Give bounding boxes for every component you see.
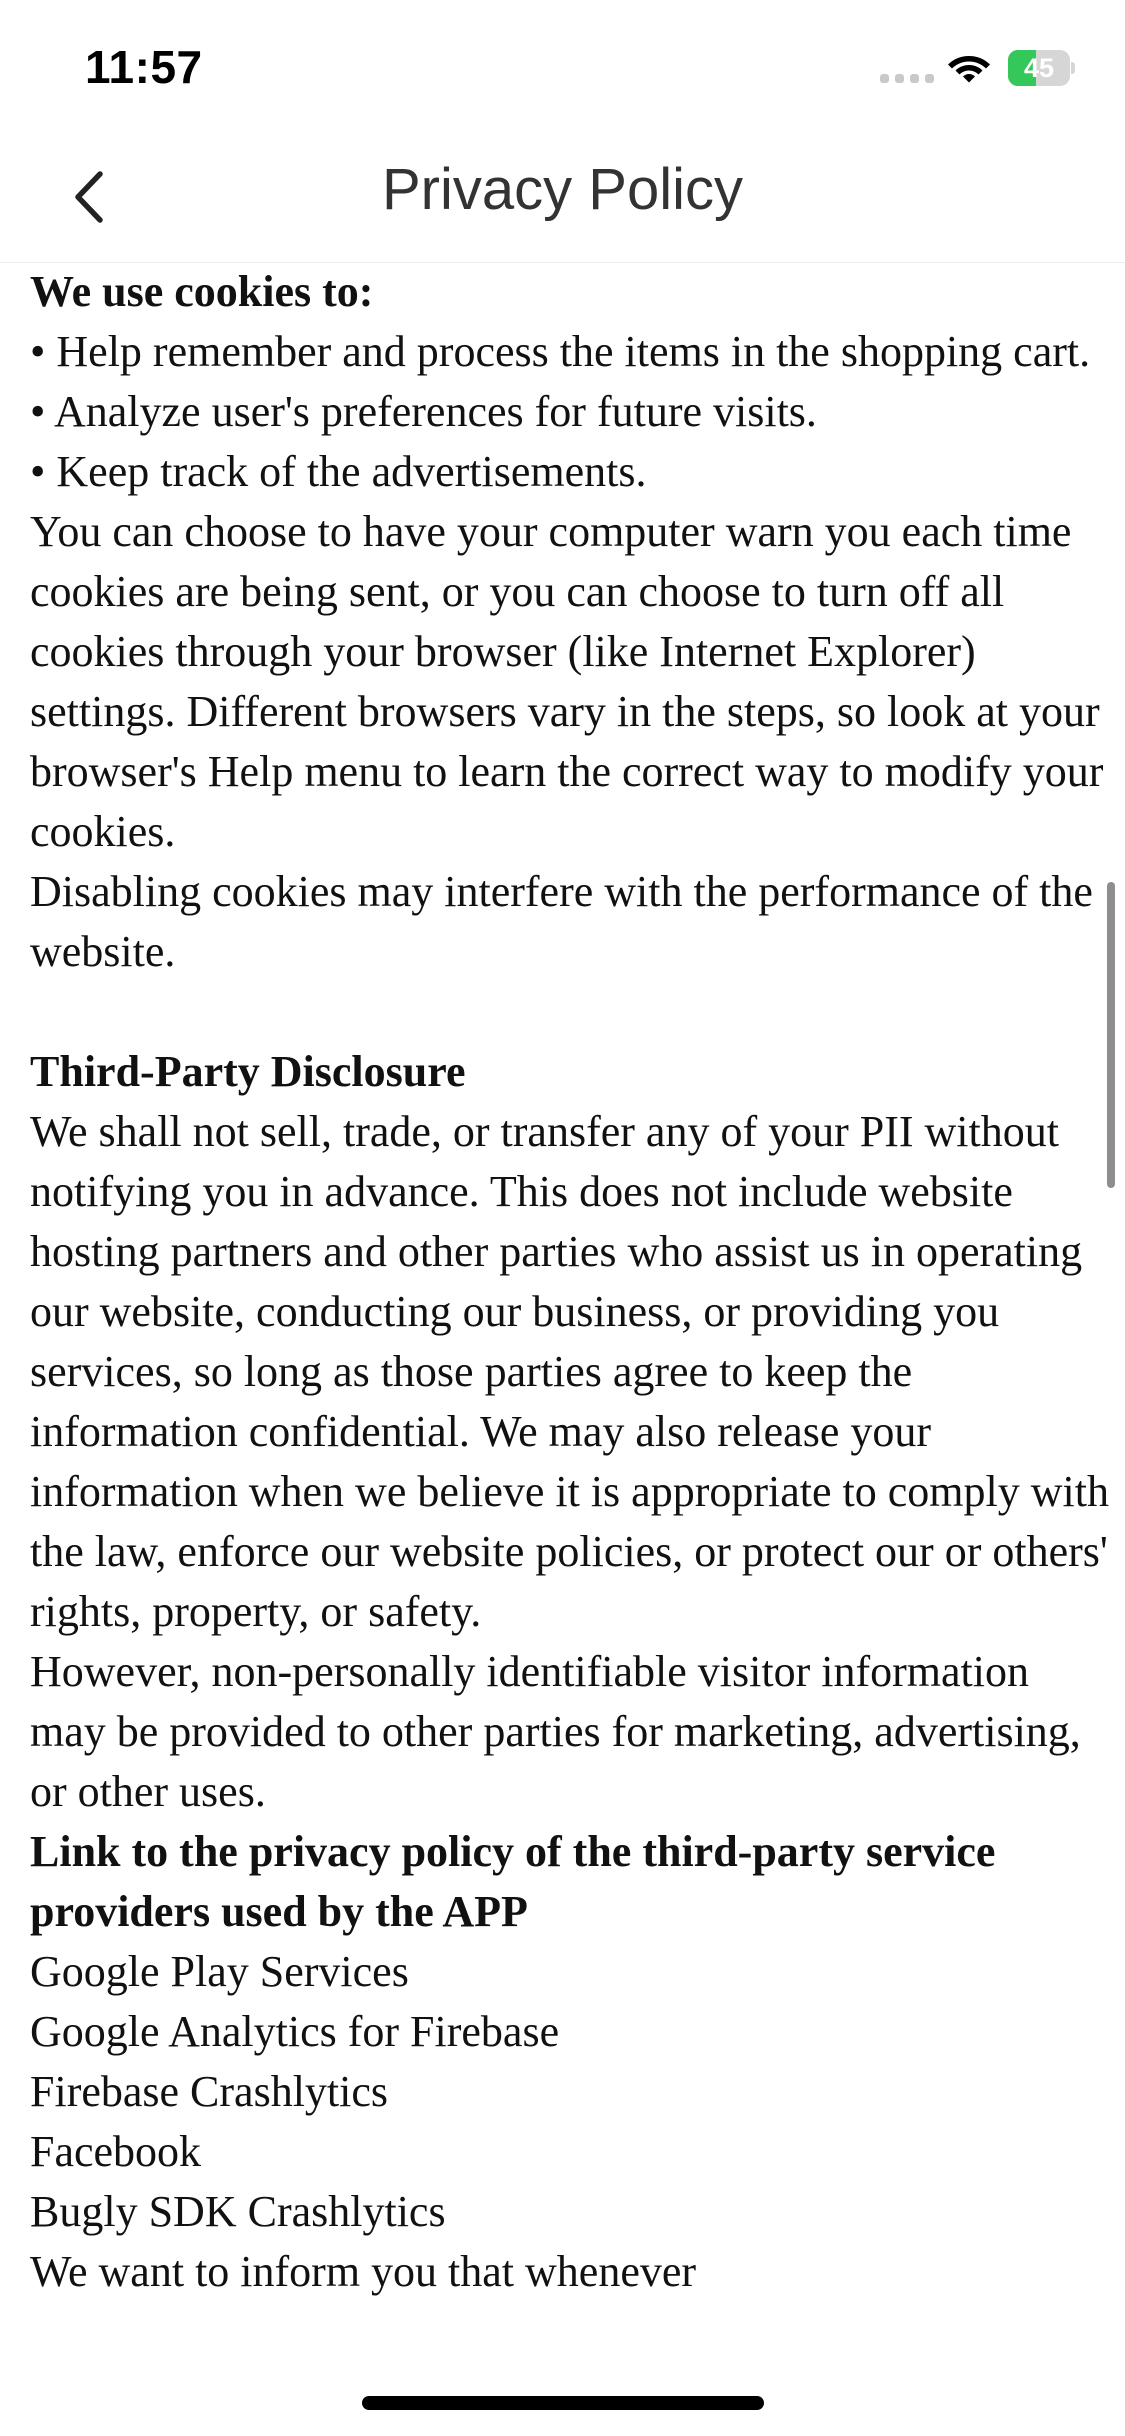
- cookies-bullet: • Help remember and process the items in the shopping cart.: [30, 327, 1091, 376]
- non-pii-paragraph: However, non-personally identifiable visitor information may be provided to other parties for marketing, advertising, or other uses.: [30, 1647, 1081, 1816]
- cookies-disable-paragraph: Disabling cookies may interfere with the performance of the website.: [30, 867, 1093, 976]
- links-heading: Link to the privacy policy of the third-party service providers used by the APP: [30, 1827, 996, 1936]
- cookies-choice-paragraph: You can choose to have your computer warn you each time cookies are being sent, or you can choose to turn off all cookies through your browser (like Internet Explorer) settings. Different browsers vary in the steps, so look at your browser's Help menu to learn the correct way to modify your cookies.: [30, 507, 1104, 856]
- truncated-paragraph: We want to inform you that whenever: [30, 2247, 697, 2296]
- spacer: [30, 982, 1110, 1042]
- cookies-bullet: • Keep track of the advertisements.: [30, 447, 647, 496]
- status-bar: [0, 0, 1125, 132]
- wifi-icon: [947, 50, 991, 84]
- navigation-bar: [0, 132, 1125, 263]
- third-party-paragraph: We shall not sell, trade, or transfer any of your PII without notifying you in advance. This does not include website hosting partners and other parties who assist us in operating our website, conducting our business, or providing you services, so long as those parties agree to keep the information confidential. We may also release your information when we believe it is appropriate to comply with the law, enforce our website policies, or protect our or others' rights, property, or safety.: [30, 1107, 1109, 1636]
- provider-google-play-services[interactable]: Google Play Services: [30, 1947, 409, 1996]
- status-time: 11:57: [85, 41, 203, 93]
- scrollbar[interactable]: [1107, 882, 1115, 1188]
- provider-bugly-sdk-crashlytics[interactable]: Bugly SDK Crashlytics: [30, 2187, 446, 2236]
- provider-firebase-crashlytics[interactable]: Firebase Crashlytics: [30, 2067, 389, 2116]
- home-indicator[interactable]: [362, 2396, 764, 2410]
- cookies-bullet: • Analyze user's preferences for future visits.: [30, 387, 817, 436]
- provider-google-analytics-firebase[interactable]: Google Analytics for Firebase: [30, 2007, 560, 2056]
- battery-charging-icon: [1008, 50, 1074, 86]
- signal-dots-icon: [880, 74, 934, 83]
- battery-level: 45: [1023, 53, 1055, 83]
- third-party-heading: Third-Party Disclosure: [30, 1047, 466, 1096]
- policy-content[interactable]: [30, 262, 1110, 2378]
- provider-facebook[interactable]: Facebook: [30, 2127, 202, 2176]
- page-title: Privacy Policy: [382, 157, 743, 222]
- cookies-heading: We use cookies to:: [30, 267, 374, 316]
